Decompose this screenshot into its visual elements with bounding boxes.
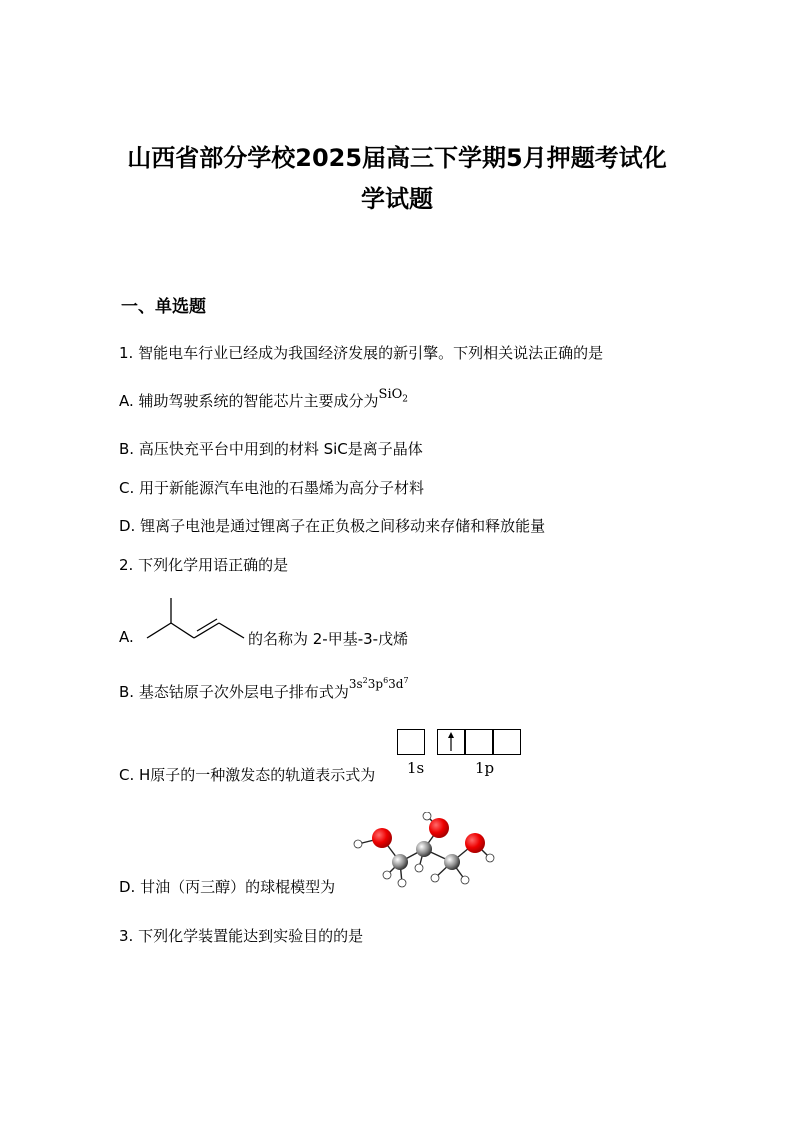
- up-arrow-icon: [437, 729, 465, 755]
- section-heading: 一、单选题: [121, 297, 206, 317]
- question-2-stem: 2. 下列化学用语正确的是: [119, 556, 289, 574]
- question-1-option-c: C. 用于新能源汽车电池的石墨烯为高分子材料: [119, 479, 425, 497]
- question-3-stem: 3. 下列化学装置能达到实验目的的是: [119, 927, 364, 945]
- question-2-option-b: [119, 676, 409, 702]
- option-a-text: A. 辅助驾驶系统的智能芯片主要成分为: [119, 392, 379, 410]
- document-title-line-2: 学试题: [361, 185, 433, 213]
- orbital-box-1p-1: [437, 729, 465, 755]
- option-b-text: B. 基态钴原子次外层电子排布式为: [119, 683, 349, 701]
- orbital-label-1s: 1s: [407, 759, 425, 777]
- glycerol-ball-and-stick-model: [348, 812, 500, 894]
- question-1-option-b: B. 高压快充平台中用到的材料 SiC是离子晶体: [119, 440, 423, 458]
- orbital-box-1s: [397, 729, 425, 755]
- sio2-formula: SiO$_2$: [378, 387, 409, 405]
- question-2-option-d: D. 甘油（丙三醇）的球棍模型为: [119, 878, 336, 896]
- orbital-diagram: [397, 729, 537, 781]
- orbital-label-1p: 1p: [475, 759, 495, 777]
- skeletal-formula-image: [144, 596, 248, 644]
- question-1-option-a: [119, 387, 409, 413]
- question-1-option-d: D. 锂离子电池是通过锂离子在正负极之间移动来存储和释放能量: [119, 517, 546, 535]
- orbital-box-1p-2: [465, 729, 493, 755]
- question-1-stem: 1. 智能电车行业已经成为我国经济发展的新引擎。下列相关说法正确的是: [119, 344, 604, 362]
- question-2-option-a-prefix: A.: [119, 628, 134, 646]
- electron-configuration: 3s23p63d7: [348, 676, 409, 691]
- orbital-box-1p-3: [493, 729, 521, 755]
- question-2-option-a-text: 的名称为 2-甲基-3-戊烯: [248, 630, 409, 648]
- document-title-line-1: 山西省部分学校2025届高三下学期5月押题考试化: [127, 144, 667, 172]
- question-2-option-c: C. H原子的一种激发态的轨道表示式为: [119, 766, 376, 784]
